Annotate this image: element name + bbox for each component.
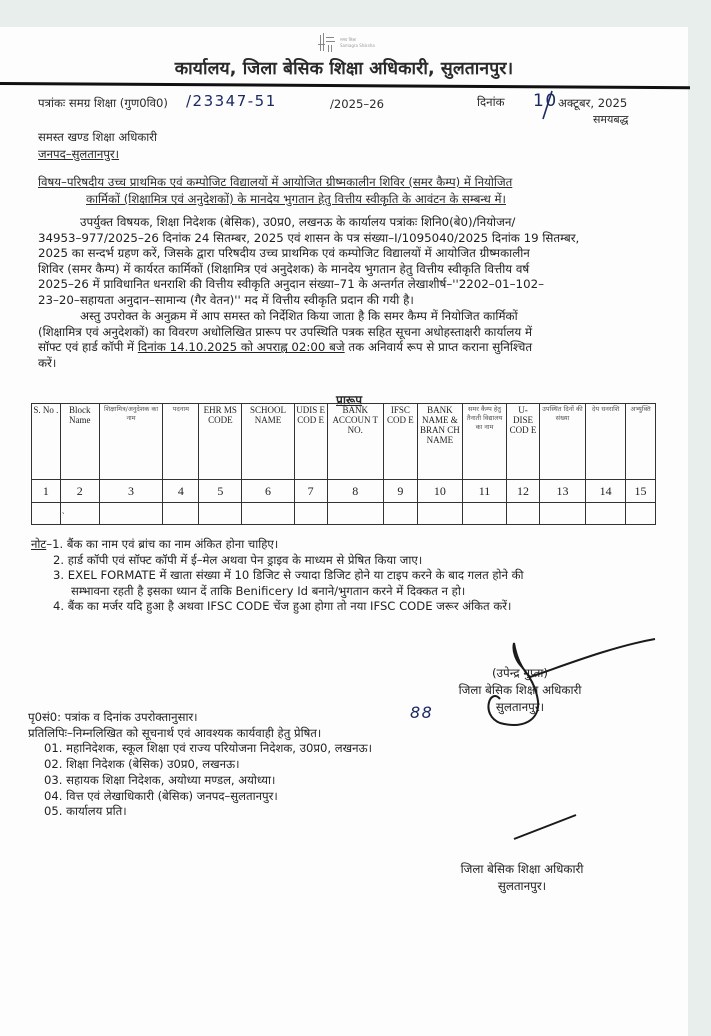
column-number: 12 [507, 480, 540, 503]
blank-cell [163, 503, 199, 525]
header-cell-udise-2: U- DISE COD E [507, 404, 540, 480]
para2-suffix: तक अनिवार्य रूप से प्राप्त कराना सुनिश्चित [344, 340, 533, 354]
para1-line: 23–20–सहायता अनुदान–सामान्य (गैर वेतन)'' मद में वित्तीय स्वीकृति प्रदान की गयी है। [38, 292, 414, 307]
header-cell-account: BANK ACCOUN T NO. [327, 404, 383, 480]
column-number: 5 [199, 480, 242, 503]
header-cell-ehrms: EHR MS CODE [199, 404, 242, 480]
copy-recipient: 02. शिक्षा निदेशक (बेसिक) उ0प्र0, लखनऊ। [44, 757, 240, 772]
session-year: /2025–26 [330, 97, 384, 111]
para2-line: अस्तु उपरोक्त के अनुक्रम में आप समस्त को निर्देशित किया जाता है कि समर कैम्प में नियोजित कार्मिकों [80, 309, 518, 323]
blank-cell [294, 503, 327, 525]
officer-place: सुलतानपुर। [495, 700, 545, 714]
header-cell-school: SCHOOL NAME [242, 404, 294, 480]
blank-cell [507, 503, 540, 525]
handwritten-signature [460, 637, 660, 727]
note-item: 3. EXEL FORMATE में खाता संख्या में 10 डिजिट से ज्यादा डिजिट होने या टाइप करने के बाद गलत होने की [53, 568, 524, 582]
subject-line-1: विषय–परिषदीय उच्च प्राथमिक एवं कम्पोजिट विद्यालयों में आयोजित ग्रीष्मकालीन शिविर (समर कैम्प) में नियोजित [38, 175, 513, 189]
officer-designation: जिला बेसिक शिक्षा अधिकारी [458, 683, 582, 697]
date-slash-mark [540, 89, 554, 121]
column-number: 2 [60, 480, 99, 503]
blank-cell [539, 503, 585, 525]
logo-text-hindi: समग्र शिक्षा [340, 37, 357, 42]
table-row-column-numbers [32, 480, 656, 503]
second-signature-stroke [510, 812, 580, 842]
header-cell-amount: देय धनराशि [586, 404, 626, 480]
office-title: कार्यालय, जिला बेसिक शिक्षा अधिकारी, सुलतानपुर। [174, 59, 514, 79]
blank-cell-mark: ˎ [60, 503, 99, 525]
note-item: नोट–1. बैंक का नाम एवं ब्रांच का नाम अंकित होना चाहिए। [31, 537, 279, 551]
para2-line: (शिक्षामित्र एवं अनुदेशकों) का विवरण अधोलिखित प्रारूप पर उपस्थिति पत्रक सहित सूचना अधोहस्ताक्षरी कार्यालय में [38, 324, 533, 339]
column-number: 4 [163, 480, 199, 503]
column-number: 13 [539, 480, 585, 503]
header-cell-bank: BANK NAME & BRAN CH NAME [417, 404, 462, 480]
para2-line [38, 340, 645, 356]
endorsement-section [28, 710, 372, 820]
signatory-designation: जिला बेसिक शिक्षा अधिकारी [460, 862, 584, 876]
endorsement-line-2: प्रतिलिपिः–निम्नलिखित को सूचनार्थ एवं आवश्यक कार्यवाही हेतु प्रेषित। [28, 725, 322, 740]
addressee-line-2: जनपद–सुलतानपुर। [38, 147, 120, 161]
para1-line: 2025 का सन्दर्भ ग्रहण करें, जिसके द्वारा परिषदीय उच्च प्राथमिक एवं कम्पोजिट विद्यालयों में आयोजित ग्रीष्मकालीन [38, 246, 530, 260]
header-cell-ifsc: IFSC COD E [383, 404, 417, 480]
initials-mark: 88 [410, 703, 434, 722]
header-cell-days: उपस्थित दिनों की संख्या [539, 404, 585, 480]
column-number: 14 [586, 480, 626, 503]
header-cell-udise: UDIS E COD E [294, 404, 327, 480]
blank-cell [99, 503, 163, 525]
blank-cell [199, 503, 242, 525]
format-table [31, 403, 656, 525]
para1-line: उपर्युक्त विषयक, शिक्षा निदेशक (बेसिक), उ0प्र0, लखनऊ के कार्यालय पत्रांकः शिनि0(बे0)/नियोजन/ [80, 215, 516, 229]
date-label: दिनांक [477, 95, 505, 109]
signature-block-2 [432, 861, 612, 895]
para2-end: करें। [38, 355, 57, 370]
format-table-title: प्रारूप [336, 393, 363, 407]
note-item: 2. हार्ड कॉपी एवं सॉफ्ट कॉपी में ई–मेल अथवा पेन ड्राइव के माध्यम से प्रेषित किया जाए। [53, 552, 423, 567]
blank-cell [32, 503, 61, 525]
header-cell-designation: पदनाम [163, 404, 199, 480]
header-cell-remarks: अभ्युक्ति [626, 404, 656, 480]
notes-label: नोट [31, 537, 47, 551]
para2-prefix: सॉफ्ट एवं हार्ड कॉपी में [38, 340, 138, 354]
para1-line: 2025–26 में प्राविधानित धनराशि की वित्तीय स्वीकृति अनुदान संख्या–71 के अन्तर्गत लेखाशीर्ष–''2202–01–102– [38, 277, 544, 291]
column-number: 8 [327, 480, 383, 503]
blank-cell [586, 503, 626, 525]
table-header-row [32, 404, 656, 480]
patrank-number: /23347-51 [186, 92, 277, 110]
copy-recipient: 03. सहायक शिक्षा निदेशक, अयोध्या मण्डल, अयोध्या। [44, 772, 276, 787]
column-number: 6 [242, 480, 294, 503]
officer-name: (उपेन्द्र गुप्ता) [491, 666, 549, 680]
column-number: 15 [626, 480, 656, 503]
column-number: 9 [383, 480, 417, 503]
header-cell-sno: S. No . [32, 404, 61, 480]
date-month-year: अक्टूबर, 2025 [558, 96, 628, 110]
blank-cell [383, 503, 417, 525]
blank-cell [327, 503, 383, 525]
para1-line: शिविर (समर कैम्प) में कार्यरत कार्मिकों (शिक्षामित्र एवं अनुदेशक) के मानदेय भुगतान हेतु वित्तीय स्वीकृति वित्तीय वर्ष [38, 261, 530, 276]
blank-cell [417, 503, 462, 525]
copy-recipient: 01. महानिदेशक, स्कूल शिक्षा एवं राज्य परियोजना निदेशक, उ0प्र0, लखनऊ। [44, 741, 373, 756]
note-item-continued: सम्भावना रहती है इसका ध्यान दें ताकि Benificery Id बनाने/भुगतान करने में दिक्कत न हो। [71, 583, 466, 598]
body-paragraph-1 [38, 215, 645, 308]
signatory-place: सुलतानपुर। [497, 879, 547, 893]
header-cell-camp-school: समर कैम्प हेतु तैनाती विद्यालय का नाम [462, 404, 506, 480]
header-cell-block: Block Name [60, 404, 99, 480]
table-row-blank [32, 503, 656, 525]
subject-line-2: कार्मिकों (शिक्षामित्र एवं अनुदेशकों) के मानदेय भुगतान हेतु वित्तीय स्वीकृति के आवंटन के सम्बन्ध में। [86, 192, 506, 206]
samagra-shiksha-logo [318, 32, 398, 54]
logo-text-english: Samagra Shiksha [340, 43, 375, 48]
para1-line: 34953–977/2025–26 दिनांक 24 सितम्बर, 2025 एवं शासन के पत्र संख्या–I/1095040/2025 दिनांक 19 सितम्बर, [38, 230, 580, 245]
column-number: 1 [32, 480, 61, 503]
header-cell-name: शिक्षामित्र/अनुदेशक का नाम [99, 404, 163, 480]
blank-cell [626, 503, 656, 525]
column-number: 7 [294, 480, 327, 503]
submission-deadline: दिनांक 14.10.2025 को अपराह्न 02:00 बजे [137, 340, 345, 354]
copy-recipient: 05. कार्यालय प्रति। [44, 804, 127, 819]
logo-mark-icon [318, 33, 336, 53]
body-paragraph-2 [38, 309, 645, 371]
header-divider [0, 82, 690, 89]
addressee-line-1: समस्त खण्ड शिक्षा अधिकारी [38, 130, 157, 144]
column-number: 10 [417, 480, 462, 503]
copy-recipient: 04. वित्त एवं लेखाधिकारी (बेसिक) जनपद–सुलतानपुर। [44, 788, 278, 803]
blank-cell [462, 503, 506, 525]
priority-label: समयबद्ध [593, 113, 629, 126]
column-number: 3 [99, 480, 163, 503]
letter-page [0, 27, 688, 1036]
endorsement-line-1: पृ0सं0: पत्रांक व दिनांक उपरोक्तानुसार। [28, 710, 198, 724]
blank-cell [242, 503, 294, 525]
patrank-label: पत्रांकः समग्र शिक्षा (गुण0वि0) [38, 96, 168, 110]
notes-section [31, 537, 524, 615]
column-number: 11 [462, 480, 506, 503]
note-item: 4. बैंक का मर्जर यदि हुआ है अथवा IFSC CODE चेंज हुआ होगा तो नया IFSC CODE जरूर अंकित करें। [53, 599, 512, 613]
date-day: 10 [533, 91, 558, 111]
